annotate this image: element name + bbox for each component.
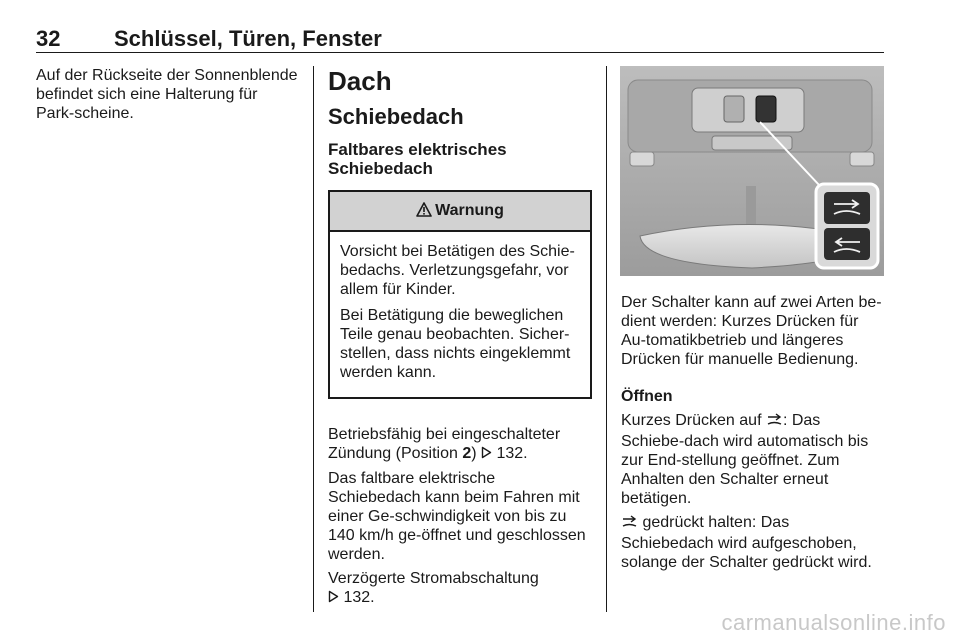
left-column	[36, 66, 300, 128]
ignition-page-ref[interactable]: 132.	[496, 445, 528, 462]
warning-body	[330, 232, 590, 397]
ignition-paragraph: Betriebsfähig bei eingeschalteter Zündung (Position 2) 132.	[328, 426, 561, 462]
warning-paragraph-1: Vorsicht bei Betätigen des Schie-bedachs. Verletzungsgefahr, vor allem für Kinder.	[340, 243, 575, 298]
heading-schiebedach: Schiebedach	[328, 104, 464, 129]
page-header	[36, 26, 884, 53]
warning-paragraph-2: Bei Betätigung die beweglichen Teile genau beobachten. Sicher-stellen, dass nichts eingeklemmt werden kann.	[340, 307, 571, 381]
operation-paragraph: Der Schalter kann auf zwei Arten be-dient werden: Kurzes Drücken für Au-tomatikbetrieb und längeres Drücken für manuelle Bedienung.	[621, 294, 882, 368]
delayed-power-page-ref[interactable]: 132.	[343, 589, 375, 606]
delayed-power-paragraph: Verzögerte Stromabschaltung 132.	[328, 570, 539, 606]
column-divider-1	[313, 66, 314, 612]
overhead-console-photo	[620, 66, 884, 276]
column-divider-2	[606, 66, 607, 612]
long-press-paragraph: gedrückt halten: Das Schiebedach wird aufgeschoben, solange der Schalter gedrückt wird.	[621, 514, 872, 571]
watermark: carmanualsonline.info	[721, 610, 946, 635]
speed-paragraph: Das faltbare elektrische Schiebedach kann beim Fahren mit einer Ge-schwindigkeit von bis zu 140 km/h ge-öffnet und geschlossen werden.	[328, 470, 586, 563]
sunroof-open-icon	[766, 413, 783, 432]
warning-title: Warnung	[435, 202, 504, 219]
chapter-title: Schlüssel, Türen, Fenster	[114, 26, 382, 51]
short-press-paragraph: Kurzes Drücken auf : Das Schiebe-dach wird automatisch bis zur End-stellung geöffnet. Zum Anhalten den Schalter erneut betätigen.	[621, 412, 869, 507]
warning-box	[328, 190, 592, 399]
overhead-console-switch-icon	[620, 66, 884, 276]
sun-visor-text: Auf der Rückseite der Sonnenblende befindet sich eine Halterung für Park-scheine.	[36, 67, 298, 122]
warning-triangle-icon	[416, 194, 432, 232]
sunroof-open-icon	[621, 515, 638, 534]
heading-oeffnen: Öffnen	[621, 388, 673, 405]
heading-faltbares-schiebedach: Faltbares elektrisches Schiebedach	[328, 140, 507, 178]
right-column	[621, 293, 885, 577]
heading-dach: Dach	[328, 66, 392, 96]
page-number: 32	[36, 26, 61, 51]
warning-header	[330, 192, 590, 232]
middle-column	[328, 66, 592, 613]
page-reference-arrow-icon	[328, 589, 339, 608]
page-reference-arrow-icon	[481, 445, 492, 464]
